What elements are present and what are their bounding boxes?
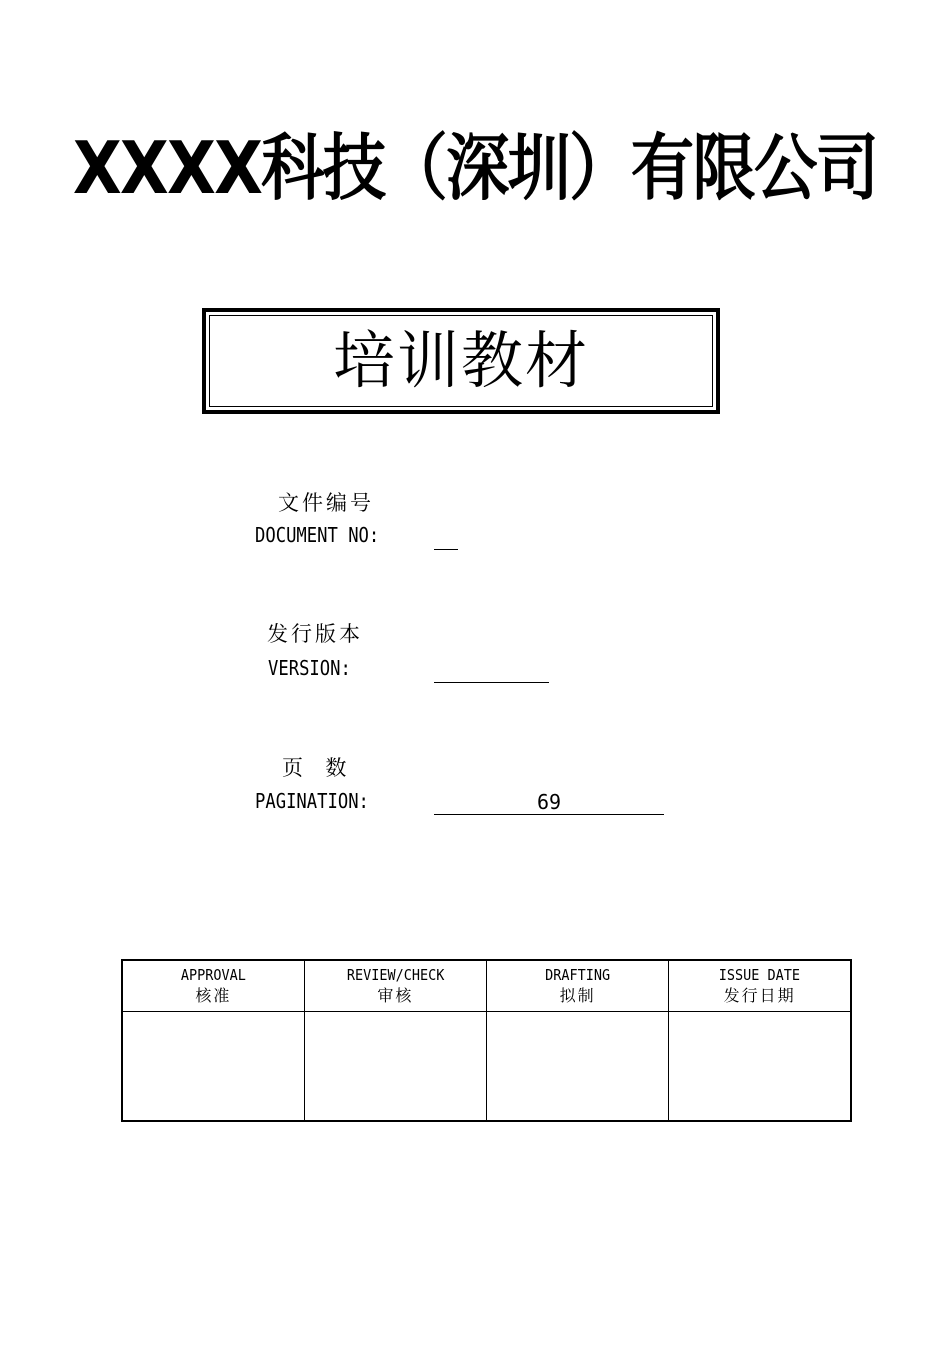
approval-header-en: APPROVAL (180, 966, 246, 984)
drafting-cell (487, 1012, 669, 1122)
review-check-header (304, 960, 486, 1012)
review-check-header-cn: 审核 (377, 986, 414, 1005)
review-check-header-en: REVIEW/CHECK (346, 966, 445, 984)
approval-cell (122, 1012, 304, 1122)
pagination-label-cn: 页 数 (282, 756, 350, 780)
document-type-box (202, 308, 720, 414)
version-label-cn: 发行版本 (267, 622, 363, 646)
issue-date-header-cn: 发行日期 (723, 986, 796, 1005)
document-no-label-cn: 文件编号 (278, 491, 374, 515)
drafting-header-cn: 拟制 (559, 986, 596, 1005)
drafting-header-en: DRAFTING (545, 966, 611, 984)
pagination-value: 69 (434, 790, 664, 815)
drafting-header (487, 960, 669, 1012)
approval-table-header-row (122, 960, 851, 1012)
document-type-title: 培训教材 (332, 324, 589, 397)
approval-table (121, 959, 852, 1122)
pagination-label-en: PAGINATION: (255, 789, 369, 813)
issue-date-cell (669, 1012, 851, 1122)
document-no-label-en: DOCUMENT NO: (255, 523, 380, 547)
approval-header (122, 960, 304, 1012)
approval-header-cn: 核准 (195, 986, 232, 1005)
issue-date-header (669, 960, 851, 1012)
version-value (434, 658, 549, 683)
approval-table-row (122, 1012, 851, 1122)
company-name: XXXX科技（深圳）有限公司 (72, 126, 878, 210)
issue-date-header-en: ISSUE DATE (718, 966, 801, 984)
review-check-cell (304, 1012, 486, 1122)
document-no-value (434, 525, 458, 550)
version-label-en: VERSION: (268, 656, 351, 680)
